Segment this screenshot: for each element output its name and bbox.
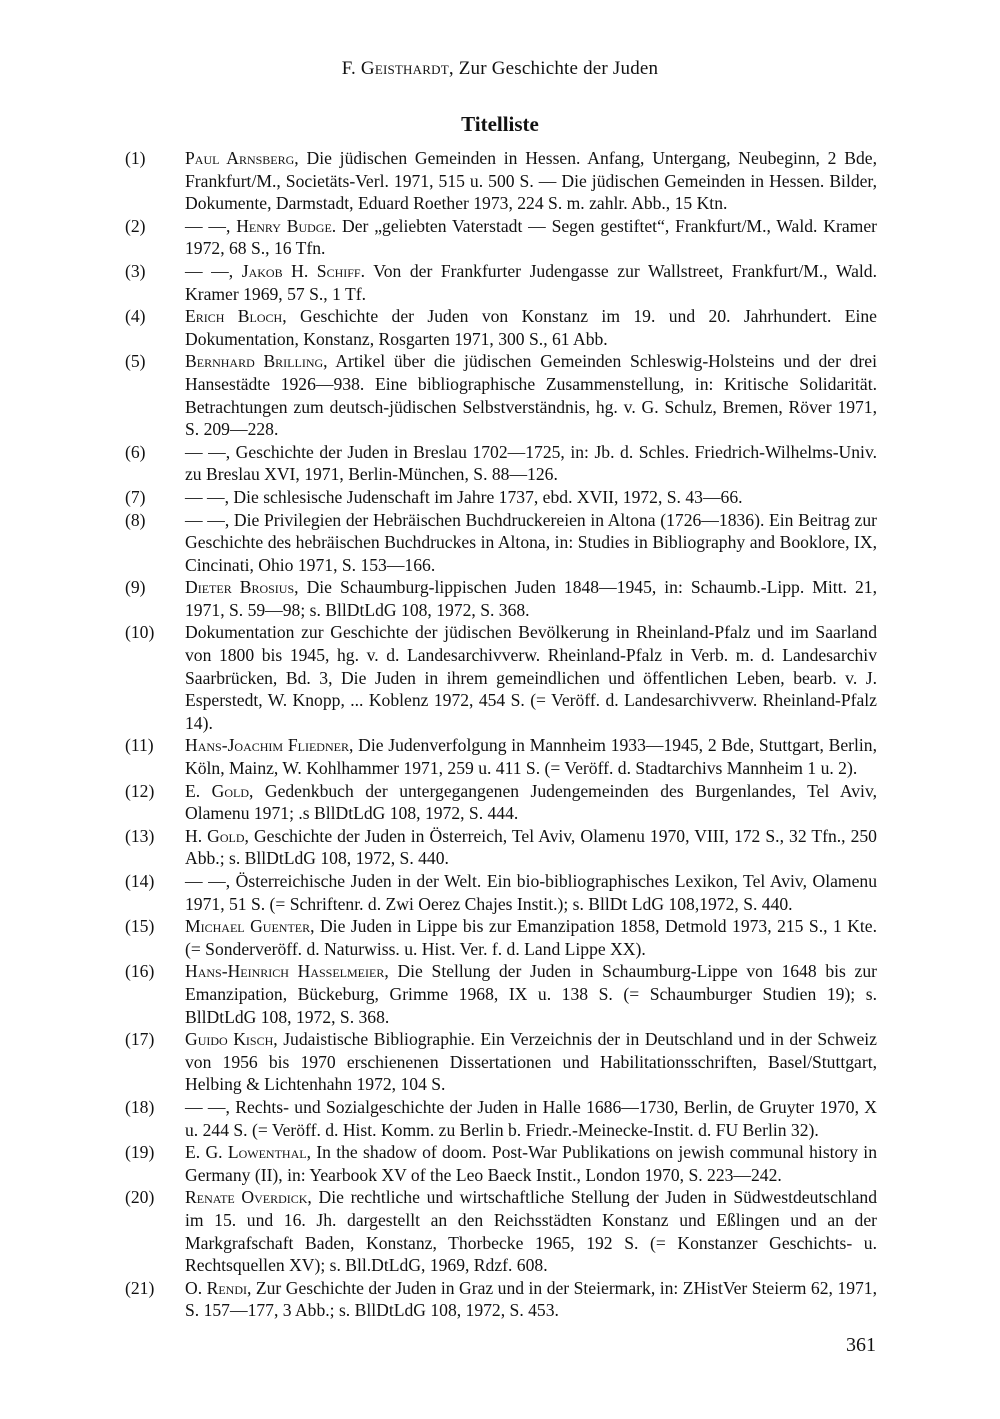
- entry-author: Michael Guenter,: [185, 916, 315, 937]
- entry-citation: Die Judenverfolgung in Mannheim 1933—1945, 2 Bde, Stuttgart, Berlin, Köln, Mainz, W. Kohlhammer 1971, 259 u. 411 S. (= Veröff. d. Stadtarchivs Mannheim 1 u. 2).: [185, 735, 877, 779]
- bibliography-entry: [125, 825, 877, 870]
- bibliography-entry: [125, 509, 877, 577]
- entry-text: [185, 1096, 877, 1141]
- entry-author: — —,: [185, 871, 231, 891]
- entry-author: O. Rendi,: [185, 1277, 252, 1298]
- entry-number: (2): [125, 215, 146, 236]
- entry-number: (10): [125, 622, 155, 643]
- section-title: Titelliste: [461, 112, 539, 136]
- entry-number: (20): [125, 1187, 155, 1208]
- entry-number: (6): [125, 441, 146, 462]
- entry-citation: Die rechtliche und wirtschaftliche Stellung der Juden in Südwestdeutschland im 15. und 16. Jh. dargestellt an den Reichsstädten Konstanz und Eßlingen und an der Markgrafschaft Baden, Konstanz, Thorbecke 1965, 192 S. (= Konstanzer Geschichts- u. Rechtsquellen XV); s. Bll.DtLdG, 1969, Rdzf. 608.: [185, 1187, 877, 1276]
- entry-number: (19): [125, 1142, 155, 1163]
- entry-author: — —,: [185, 486, 229, 507]
- entry-number: (5): [125, 351, 146, 372]
- entry-author: Dieter Brosius,: [185, 577, 299, 598]
- entry-citation: Artikel über die jüdischen Gemeinden Schleswig-Holsteins und der drei Hansestädte 1926—938. Eine bibliographische Zusammenstellung, in: Kritische Solidarität. Betrachtungen zum deutsch-jüdischen Selbstverständnis, hg. v. G. Schulz, Bremen, Röver 1971, S. 209—228.: [185, 351, 877, 440]
- entry-author: E. G. Lowenthal,: [185, 1142, 311, 1163]
- entry-text: [185, 215, 877, 260]
- entry-author: Guido Kisch,: [185, 1029, 278, 1050]
- entry-number: (16): [125, 961, 155, 982]
- entry-number: (4): [125, 306, 146, 327]
- entry-author: Erich Bloch,: [185, 306, 287, 327]
- entry-text: [185, 486, 877, 509]
- entry-text: [185, 1028, 877, 1096]
- bibliography-entry: [125, 1028, 877, 1096]
- entry-number: (15): [125, 916, 155, 937]
- entry-number: (3): [125, 260, 146, 281]
- bibliography-entry: [125, 780, 877, 825]
- entry-citation: Die jüdischen Gemeinden in Hessen. Anfang, Untergang, Neubeginn, 2 Bde, Frankfurt/M., Societäts-Verl. 1971, 515 u. 500 S. — Die jüdischen Gemeinden in Hessen. Bilder, Dokumente, Darmstadt, Eduard Roether 1973, 224 S. m. zahlr. Abb., 15 Ktn.: [185, 148, 877, 214]
- entry-citation: Die Privilegien der Hebräischen Buchdruckereien in Altona (1726—1836). Ein Beitrag zur Geschichte des hebräischen Buchdruckes in Altona, in: Studies in Bibliography and Booklore, IX, Cincinati, Ohio 1971, S. 153—166.: [185, 509, 877, 575]
- entry-text: [185, 915, 877, 960]
- entry-text: [185, 621, 877, 734]
- entry-text: [185, 509, 877, 577]
- page-number: 361: [846, 1334, 876, 1356]
- bibliography-entry: [125, 1096, 877, 1141]
- entry-text: [185, 260, 877, 305]
- running-head-title: Zur Geschichte der Juden: [458, 58, 659, 79]
- entry-number: (17): [125, 1029, 155, 1050]
- entry-citation: In the shadow of doom. Post-War Publikations on jewish communal history in Germany (II), in: Yearbook XV of the Leo Baeck Instit., London 1970, S. 223—242.: [185, 1142, 877, 1185]
- entry-text: [185, 1141, 877, 1186]
- entry-citation: Gedenkbuch der untergegangenen Judengemeinden des Burgenlandes, Tel Aviv, Olamenu 1971; .s BllDtLdG 108, 1972, S. 444.: [185, 780, 877, 824]
- entry-citation: Österreichische Juden in der Welt. Ein bio-bibliographisches Lexikon, Tel Aviv, Olamenu 1971, 51 S. (= Schriftenr. d. Zwi Oerez Chajes Instit.); s. BllDt LdG 108,1972, S. 440.: [185, 871, 877, 914]
- entry-text: [185, 1186, 877, 1276]
- bibliography-entry: [125, 915, 877, 960]
- entry-author: Paul Arnsberg,: [185, 148, 299, 168]
- entry-text: [185, 350, 877, 440]
- entry-number: (14): [125, 871, 155, 891]
- entry-text: [185, 305, 877, 350]
- entry-citation: Zur Geschichte der Juden in Graz und in der Steiermark, in: ZHistVer Steierm 62, 1971, S. 157—177, 3 Abb.; s. BllDtLdG 108, 1972, S. 453.: [185, 1277, 877, 1321]
- entry-citation: Judaistische Bibliographie. Ein Verzeichnis der in Deutschland und in der Schweiz von 1956 bis 1970 erschienenen Dissertationen und Habilitationsschriften, Basel/Stuttgart, Helbing & Lichtenhahn 1972, 104 S.: [185, 1029, 877, 1095]
- entry-author: — —,: [185, 1096, 230, 1117]
- entry-text: [185, 780, 877, 825]
- entry-text: [185, 576, 877, 621]
- entry-citation: Von der Frankfurter Judengasse zur Wallstreet, Frankfurt/M., Wald. Kramer 1969, 57 S., 1 Tf.: [185, 260, 877, 304]
- running-head: [0, 58, 1000, 80]
- bibliography-entry: [125, 960, 877, 1028]
- entry-citation: Die schlesische Judenschaft im Jahre 1737, ebd. XVII, 1972, S. 43—66.: [233, 486, 743, 507]
- bibliography-entry: [125, 350, 877, 440]
- bibliography-entry: [125, 1277, 877, 1322]
- entry-number: (18): [125, 1096, 155, 1117]
- entry-citation: Der „geliebten Vaterstadt — Segen gestiftet“, Frankfurt/M., Wald. Kramer 1972, 68 S., 16 Tfn.: [185, 215, 877, 259]
- bibliography-entry: [125, 147, 877, 215]
- bibliography-entry: [125, 441, 877, 486]
- entry-citation: Dokumentation zur Geschichte der jüdischen Bevölkerung in Rheinland-Pfalz und im Saarland von 1800 bis 1945, hg. v. d. Landesarchivverw. Rheinland-Pfalz in Verb. m. d. Landesarchiv Saarbrücken, Bd. 3, Die Juden in ihrem gemeindlichen und öffentlichen Leben, bearb. v. J. Esperstedt, W. Knopp, ... Koblenz 1972, 454 S. (= Veröff. d. Landesarchivverw. Rheinland-Pfalz 14).: [185, 622, 877, 733]
- entry-number: (7): [125, 486, 146, 507]
- entry-citation: Die Juden in Lippe bis zur Emanzipation 1858, Detmold 1973, 215 S., 1 Kte. (= Sonderveröff. d. Naturwiss. u. Hist. Ver. f. d. Land Lippe XX).: [185, 916, 877, 959]
- entry-number: (8): [125, 509, 146, 530]
- entry-text: [185, 1277, 877, 1322]
- entry-author: H. Gold,: [185, 825, 249, 846]
- entry-citation: Geschichte der Juden in Österreich, Tel Aviv, Olamenu 1970, VIII, 172 S., 32 Tfn., 250 Abb.; s. BllDtLdG 108, 1972, S. 440.: [185, 825, 877, 869]
- bibliography-list: [125, 147, 877, 1322]
- bibliography-entry: [125, 734, 877, 779]
- entry-author: E. Gold,: [185, 780, 254, 801]
- entry-text: [185, 870, 877, 915]
- entry-number: (9): [125, 577, 146, 598]
- entry-citation: Die Stellung der Juden in Schaumburg-Lippe von 1648 bis zur Emanzipation, Bückeburg, Grimme 1968, IX u. 138 S. (= Schaumburger Studien 19); s. BllDtLdG 108, 1972, S. 368.: [185, 961, 878, 1027]
- entry-text: [185, 734, 877, 779]
- entry-author: — —,: [185, 509, 230, 530]
- entry-number: (21): [125, 1277, 155, 1298]
- entry-text: [185, 147, 877, 215]
- entry-author: Bernhard Brilling,: [185, 351, 328, 372]
- entry-author: Hans-Heinrich Hasselmeier,: [185, 961, 389, 982]
- bibliography-entry: [125, 215, 877, 260]
- entry-author: — —, Henry Budge.: [185, 215, 337, 236]
- bibliography-entry: [125, 486, 877, 509]
- entry-number: (11): [125, 735, 154, 756]
- entry-number: (13): [125, 825, 155, 846]
- running-head-author: F. Geisthardt,: [341, 58, 454, 79]
- entry-author: Renate Overdick,: [185, 1187, 312, 1208]
- bibliography-entry: [125, 870, 877, 915]
- bibliography-entry: [125, 305, 877, 350]
- entry-citation: Geschichte der Juden von Konstanz im 19. und 20. Jahrhundert. Eine Dokumentation, Konstanz, Rosgarten 1971, 300 S., 61 Abb.: [185, 306, 877, 349]
- bibliography-entry: [125, 621, 877, 734]
- bibliography-entry: [125, 260, 877, 305]
- entry-number: (1): [125, 148, 146, 168]
- entry-citation: Die Schaumburg-lippischen Juden 1848—1945, in: Schaumb.-Lipp. Mitt. 21, 1971, S. 59—98; s. BllDtLdG 108, 1972, S. 368.: [185, 577, 877, 620]
- entry-author: — —,: [185, 441, 231, 462]
- entry-text: [185, 825, 877, 870]
- entry-author: Hans-Joachim Fliedner,: [185, 735, 354, 756]
- entry-citation: Geschichte der Juden in Breslau 1702—1725, in: Jb. d. Schles. Friedrich-Wilhelms-Univ. zu Breslau XVI, 1971, Berlin-München, S. 88—126.: [185, 441, 877, 485]
- entry-number: (12): [125, 780, 155, 801]
- bibliography-entry: [125, 576, 877, 621]
- bibliography-entry: [125, 1141, 877, 1186]
- bibliography-entry: [125, 1186, 877, 1276]
- entry-text: [185, 960, 877, 1028]
- entry-author: — —, Jakob H. Schiff.: [185, 260, 366, 281]
- entry-citation: Rechts- und Sozialgeschichte der Juden in Halle 1686—1730, Berlin, de Gruyter 1970, X u. 244 S. (= Veröff. d. Hist. Komm. zu Berlin b. Friedr.-Meinecke-Instit. d. FU Berlin 32).: [185, 1096, 878, 1140]
- entry-text: [185, 441, 877, 486]
